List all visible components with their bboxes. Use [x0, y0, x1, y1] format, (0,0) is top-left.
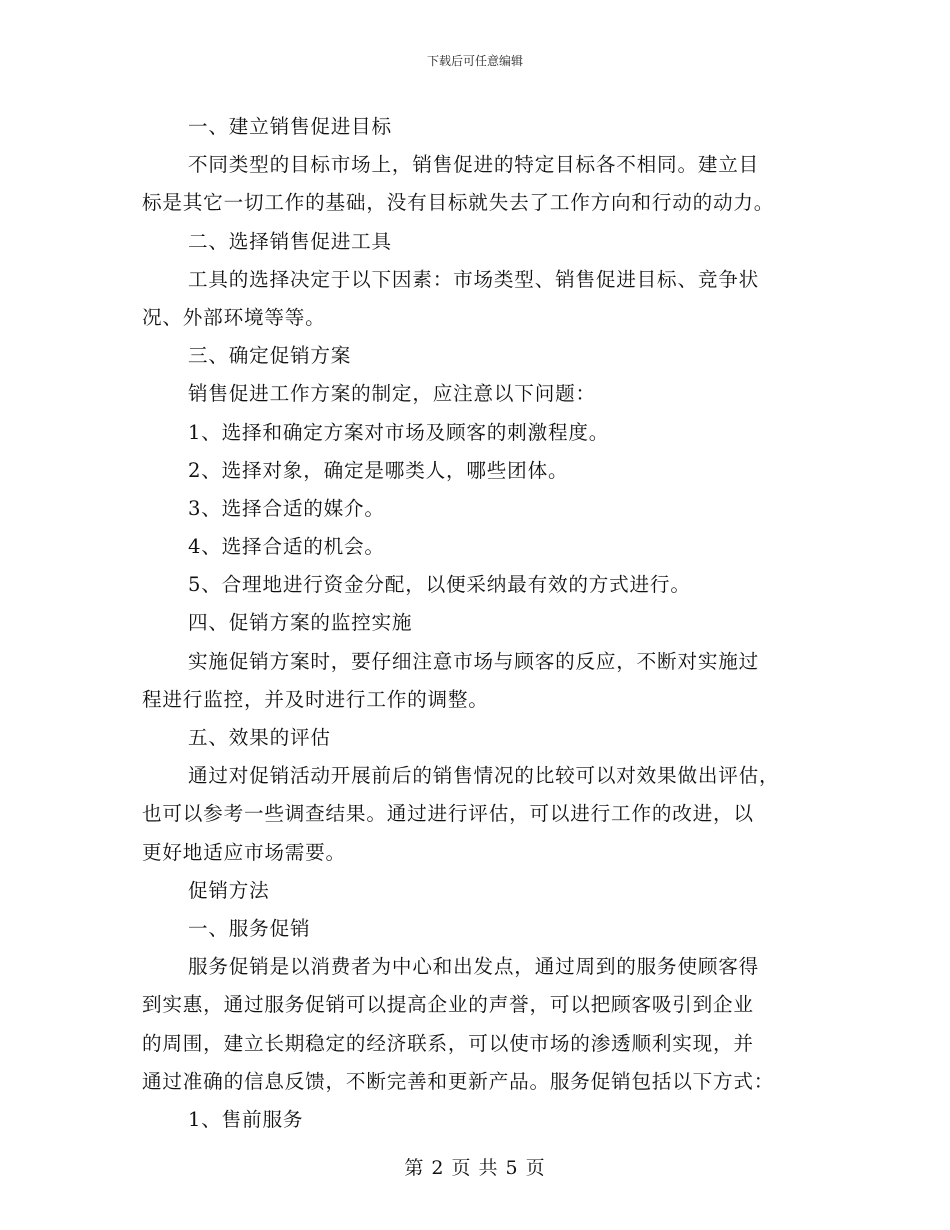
paragraph-line: 服务促销是以消费者为中心和出发点，通过周到的服务使顾客得 — [188, 955, 760, 979]
heading-5: 五、效果的评估 — [188, 726, 331, 749]
paragraph-line: 也可以参考一些调查结果。通过进行评估，可以进行工作的改进，以 — [142, 802, 754, 826]
paragraph-line: 通过准确的信息反馈，不断完善和更新产品。服务促销包括以下方式： — [142, 1069, 775, 1093]
heading-2: 二、选择销售促进工具 — [188, 229, 392, 253]
page-header: 下载后可任意编辑 — [426, 54, 523, 68]
list-item: 4、选择合适的机会。 — [188, 535, 385, 559]
paragraph-line: 通过对促销活动开展前后的销售情况的比较可以对效果做出评估， — [188, 764, 780, 788]
list-item: 3、选择合适的媒介。 — [188, 496, 385, 520]
paragraph-line: 标是其它一切工作的基础，没有目标就失去了工作方向和行动的动力。 — [142, 191, 775, 215]
page-number: 第 2 页 共 5 页 — [404, 1157, 546, 1179]
document-body — [142, 108, 806, 1139]
heading-4: 四、促销方案的监控实施 — [188, 611, 413, 635]
heading-3: 三、确定促销方案 — [188, 344, 352, 368]
paragraph-line: 况、外部环境等等。 — [142, 305, 326, 329]
paragraph-line: 到实惠，通过服务促销可以提高企业的声誉，可以把顾客吸引到企业 — [142, 993, 754, 1017]
list-item: 5、合理地进行资金分配，以便采纳最有效的方式进行。 — [188, 573, 691, 597]
list-item: 2、选择对象，确定是哪类人，哪些团体。 — [188, 458, 569, 482]
list-item: 1、选择和确定方案对市场及顾客的刺激程度。 — [188, 420, 610, 444]
paragraph-line: 销售促进工作方案的制定，应注意以下问题： — [188, 382, 596, 406]
paragraph-line: 实施促销方案时，要仔细注意市场与顾客的反应，不断对实施过 — [188, 649, 760, 673]
list-item: 1、售前服务 — [188, 1107, 304, 1131]
paragraph-line: 程进行监控，并及时进行工作的调整。 — [142, 687, 489, 711]
paragraph-line: 的周围，建立长期稳定的经济联系，可以使市场的渗透顺利实现，并 — [142, 1031, 754, 1055]
heading-1: 一、服务促销 — [188, 916, 311, 940]
heading-1: 一、建立销售促进目标 — [188, 115, 392, 138]
paragraph-line: 更好地适应市场需要。 — [142, 840, 346, 864]
section-title: 促销方法 — [188, 878, 270, 902]
paragraph-line: 工具的选择决定于以下因素：市场类型、销售促进目标、竞争状 — [188, 267, 760, 291]
paragraph-line: 不同类型的目标市场上，销售促进的特定目标各不相同。建立目 — [188, 153, 760, 177]
